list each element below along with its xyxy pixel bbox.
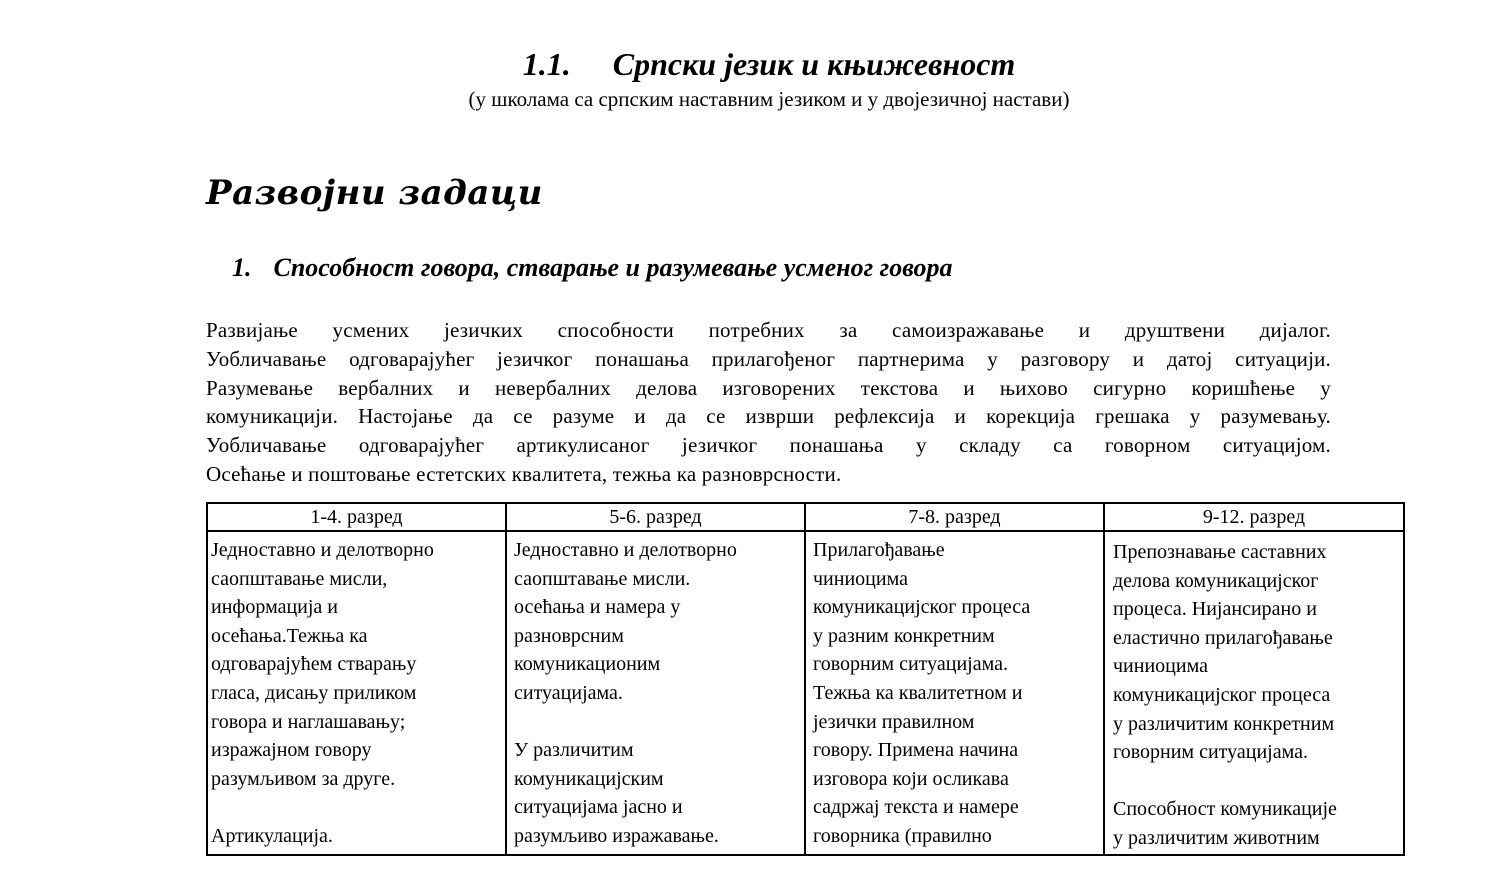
table-cell-grade-7-8 [805, 531, 1104, 855]
table-header-grade-1-4: 1-4. разред [207, 503, 506, 531]
table-cell-grade-1-4 [207, 531, 506, 855]
cell-text: Једноставно и делотворно саопштавање мисли. осећања и намера у разноврсним комуникационим ситуацијама. У различитим комуникацијским ситуацијама јасно и разумљиво изражавање. [514, 539, 737, 847]
table-cell-grade-5-6 [506, 531, 805, 855]
table-header-grade-7-8: 7-8. разред [805, 503, 1104, 531]
intro-line: Уобличавање одговарајућег језичког понашања прилагођеног партнерима у разговору и датој ситуацији. [206, 346, 1331, 371]
section-heading: Развојни задаци [206, 173, 543, 213]
intro-line: Развијање усмених језичких способности потребних за самоизражавање и друштвени дијалог. [206, 318, 1331, 342]
subsection-number: 1. [232, 253, 252, 282]
chapter-title [0, 46, 1494, 83]
subsection-heading [232, 253, 953, 283]
cell-text: Једноставно и делотворно саопштавање мисли, информација и осећања.Тежња ка одговарајућем стварању гласа, дисању приликом говора и наглашавању; изражајном говору разумљивом за друге. Артикулација. [211, 539, 434, 847]
intro-paragraph [206, 316, 1331, 489]
subsection-title: Способност говора, стварање и разумевање усменог говора [273, 253, 953, 282]
chapter-title-text: Српски језик и књижевност [612, 46, 1016, 82]
table-header-grade-5-6: 5-6. разред [506, 503, 805, 531]
table-cell-grade-9-12 [1104, 531, 1404, 855]
grade-level-table [206, 502, 1405, 856]
table-header-grade-9-12: 9-12. разред [1104, 503, 1404, 531]
table-row [207, 531, 1404, 855]
cell-text: Прилагођавање чиниоцима комуникацијског процеса у разним конкретним говорним ситуацијама. Тежња ка квалитетном и језички правилном говору. Примена начина изговора који осликава садржај текста и намере говорника (правилно [813, 539, 1031, 847]
intro-line: Уобличавање одговарајућег артикулисаног језичког понашања у складу са говорном ситуацијом. [206, 433, 1331, 458]
chapter-subtitle: (у школама са српским наставним језиком и у двојезичној настави) [468, 87, 1070, 111]
intro-line: Разумевање вербалних и невербалних делова изговорених текстова и њихово сигурно коришћење у [206, 375, 1331, 400]
table-header-row [207, 503, 1404, 531]
cell-text: Препознавање саставних делова комуникацијског процеса. Нијансирано и еластично прилагођавање чиниоцима комуникацијског процеса у различитим конкретним говорним ситуацијама. Способност комуникације у различитим животним [1113, 541, 1337, 849]
chapter-number: 1.1. [522, 46, 571, 82]
intro-line: Осећање и поштовање естетских квалитета, тежња ка разноврсности. [206, 461, 842, 486]
intro-line: комуникацији. Настојање да се разуме и да се изврши рефлексија и корекција грешака у разумевању. [206, 404, 1331, 429]
